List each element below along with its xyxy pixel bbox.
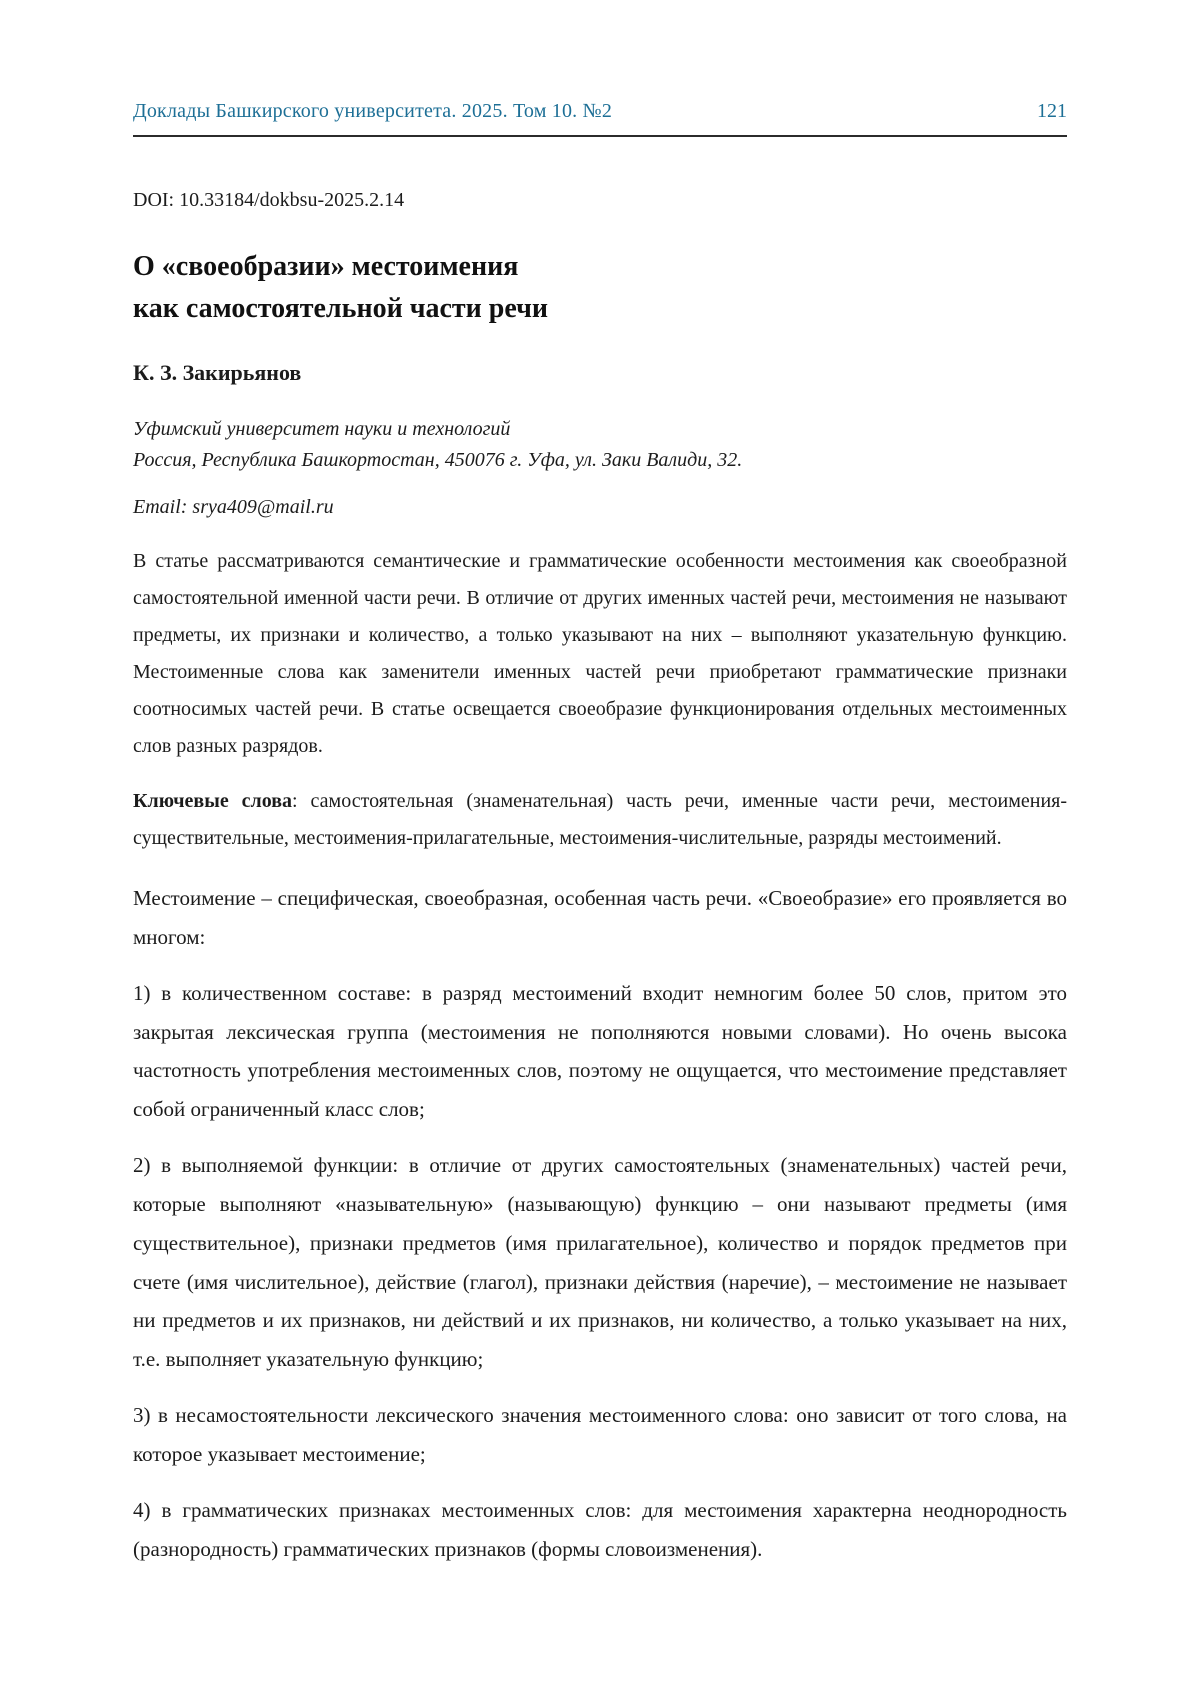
keywords-paragraph xyxy=(133,783,1067,857)
list-item-1: 1) в количественном составе: в разряд местоимений входит немногим более 50 слов, притом это закрытая лексическая группа (местоимения не пополняются новыми словами). Но очень высока частотность употребления местоименных слов, поэтому не ощущается, что местоимение представляет собой ограниченный класс слов; xyxy=(133,980,1067,1122)
page-number: 121 xyxy=(1037,100,1067,122)
abstract-paragraph: В статье рассматриваются семантические и грамматические особенности местоимения как своеобразной самостоятельной именной части речи. В отличие от других именных частей речи, местоимения не называют предметы, их признаки и количество, а только указывают на них – выполняют указательную функцию. Местоименные слова как заменители именных частей речи приобретают грамматические признаки соотносимых частей речи. В статье освещается своеобразие функционирования отдельных местоименных слов разных разрядов. xyxy=(133,550,1067,757)
affiliation-line-2: Россия, Республика Башкортостан, 450076 г. Уфа, ул. Заки Валиди, 32. xyxy=(133,449,743,471)
affiliation xyxy=(133,414,1067,476)
paper-title-line-2: как самостоятельной части речи xyxy=(133,293,549,324)
paper-title-line-1: О «своеобразии» местоимения xyxy=(133,251,519,282)
list-item-3: 3) в несамостоятельности лексического значения местоименного слова: оно зависит от того слова, на которое указывает местоимение; xyxy=(133,1403,1067,1466)
keywords-text: : самостоятельная (знаменательная) часть речи, именные части речи, местоимения-существительные, местоимения-прилагательные, местоимения-числительные, разряды местоимений. xyxy=(133,790,1067,849)
list-item-2: 2) в выполняемой функции: в отличие от других самостоятельных (знаменательных) частей речи, которые выполняют «назывательную» (называющую) функцию – они называют предметы (имя существительное), признаки предметов (имя прилагательное), количество и порядок предметов при счете (имя числительное), действие (глагол), признаки действия (наречие), – местоимение не называет ни предметов и их признаков, ни действий и их признаков, ни количество, а только указывает на них, т.е. выполняет указательную функцию; xyxy=(133,1153,1067,1372)
journal-header: Доклады Башкирского университета. 2025. Том 10. №2 xyxy=(133,100,613,122)
keywords-label: Ключевые слова xyxy=(133,790,293,812)
doi: DOI: 10.33184/dokbsu-2025.2.14 xyxy=(133,189,405,211)
intro-paragraph: Местоимение – специфическая, своеобразная, особенная часть речи. «Своеобразие» его проявляется во многом: xyxy=(133,886,1067,949)
affiliation-line-1: Уфимский университет науки и технологий xyxy=(133,418,511,440)
email-line: Email: srya409@mail.ru xyxy=(133,496,334,518)
author-name: К. З. Закирьянов xyxy=(133,360,302,385)
running-head xyxy=(133,100,1067,137)
list-item-4: 4) в грамматических признаках местоименных слов: для местоимения характерна неоднородность (разнородность) грамматических признаков (формы словоизменения). xyxy=(133,1497,1067,1561)
paper-title xyxy=(133,246,1067,330)
